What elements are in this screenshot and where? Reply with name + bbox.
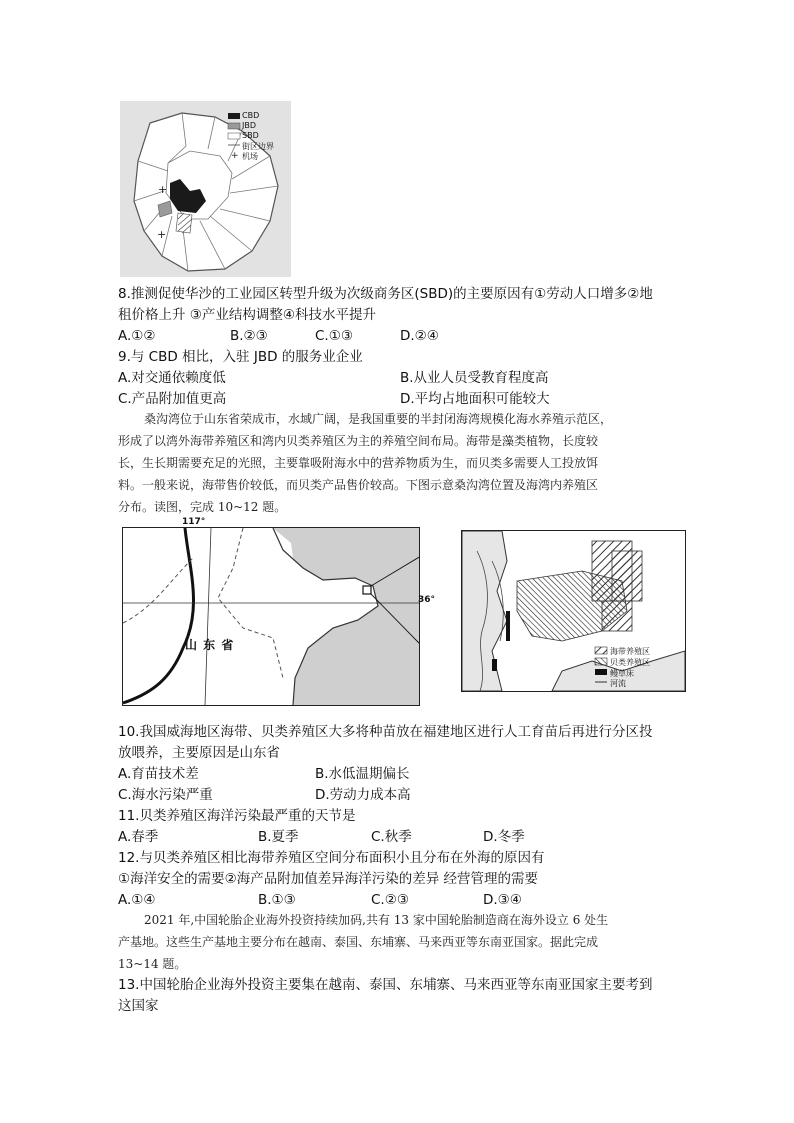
svg-text:+: + <box>231 151 239 161</box>
q10-option-d[interactable]: D.劳动力成本高 <box>315 787 411 803</box>
legend-eelgrass-bed: 鳗草床 <box>610 669 634 678</box>
q11-option-d[interactable]: D.冬季 <box>483 829 525 845</box>
passage-tire-investment <box>118 909 680 975</box>
q12-stem: 12.与贝类养殖区相比海带养殖区空间分布面积小且分布在外海的原因有 <box>118 850 545 866</box>
q10-option-a[interactable]: A.育苗技术差 <box>118 766 199 782</box>
q9-option-a[interactable]: A.对交通依赖度低 <box>118 370 226 386</box>
q11-option-a[interactable]: A.春季 <box>118 829 159 845</box>
shandong-location-map <box>122 527 420 706</box>
legend-river: 河流 <box>610 679 626 688</box>
q13-stem-line2: 这国家 <box>118 998 159 1014</box>
passage1-line: 长，生长期需要充足的光照，主要靠吸附海水中的营养物质为生，而贝类多需要人工投放饵 <box>118 456 599 470</box>
passage1-line: 料。一般来说，海带售价较低，而贝类产品售价较高。下图示意桑沟湾位置及海湾内养殖区 <box>118 478 599 492</box>
q12-option-d[interactable]: D.③④ <box>483 892 522 908</box>
q12-option-a[interactable]: A.①④ <box>118 892 156 908</box>
passage2-line: 13~14 题。 <box>118 957 187 971</box>
warsaw-map-drawing <box>120 101 291 277</box>
q10-option-b[interactable]: B.水低温期偏长 <box>315 766 410 782</box>
bay-map-drawing <box>462 531 685 691</box>
q9-stem: 9.与 CBD 相比，入驻 JBD 的服务业企业 <box>118 349 363 365</box>
passage-sanggou-bay <box>118 408 680 518</box>
q8-option-c[interactable]: C.①③ <box>315 328 353 344</box>
legend-jbd: JBD <box>242 121 257 130</box>
q9-option-b[interactable]: B.从业人员受教育程度高 <box>400 370 549 386</box>
legend-shellfish-area: 贝类养殖区 <box>610 658 650 667</box>
shandong-map-drawing <box>123 528 419 705</box>
passage2-line: 2021 年,中国轮胎企业海外投资持续加码,共有 13 家中国轮胎制造商在海外设立 6 处生 <box>144 913 609 927</box>
q13-stem-line1: 13.中国轮胎企业海外投资主要集在越南、泰国、东埔寨、马来西亚等东南亚国家主要考到 <box>118 977 653 993</box>
latitude-label: 36° <box>418 595 436 605</box>
longitude-label: 117° <box>182 517 206 527</box>
q9-option-d[interactable]: D.平均占地面积可能较大 <box>400 391 550 407</box>
q9-option-c[interactable]: C.产品附加值更高 <box>118 391 227 407</box>
q8-option-b[interactable]: B.②③ <box>230 328 268 344</box>
q8-stem-line2: 租价格上升 ③产业结构调整④科技水平提升 <box>118 307 376 323</box>
q10-stem-line2: 放喂养，主要原因是山东省 <box>118 745 280 761</box>
q12-stem-line2: ①海洋安全的需要②海产品附加值差异海洋污染的差异 经营管理的需要 <box>118 871 538 887</box>
q8-option-a[interactable]: A.①② <box>118 328 156 344</box>
q11-stem: 11.贝类养殖区海洋污染最严重的天节是 <box>118 808 356 824</box>
svg-text:+: + <box>157 228 167 241</box>
passage1-line: 桑沟湾位于山东省荣成市，水域广阔，是我国重要的半封闭海湾规模化海水养殖示范区， <box>144 412 613 426</box>
legend-sbd: SBD <box>242 131 259 140</box>
q8-stem-line1: 8.推测促使华沙的工业园区转型升级为次级商务区(SBD)的主要原因有①劳动人口增多②地 <box>118 286 653 302</box>
legend-district-boundary: 街区边界 <box>242 142 274 151</box>
q10-option-c[interactable]: C.海水污染严重 <box>118 787 213 803</box>
bay-aquaculture-map <box>461 530 686 692</box>
q12-option-c[interactable]: C.②③ <box>371 892 409 908</box>
q11-option-c[interactable]: C.秋季 <box>371 829 412 845</box>
q12-option-b[interactable]: B.①③ <box>258 892 296 908</box>
passage1-line: 形成了以湾外海带养殖区和湾内贝类养殖区为主的养殖空间布局。海带是藻类植物，长度较 <box>118 434 599 448</box>
svg-text:+: + <box>158 183 168 196</box>
q8-option-d[interactable]: D.②④ <box>400 328 439 344</box>
passage1-line: 分布。读图，完成 10~12 题。 <box>118 500 287 514</box>
q10-stem-line1: 10.我国威海地区海带、贝类养殖区大多将种苗放在福建地区进行人工育苗后再进行分区投 <box>118 724 653 740</box>
legend-airport: 机场 <box>242 152 258 161</box>
q11-option-b[interactable]: B.夏季 <box>258 829 299 845</box>
legend-kelp-area: 海带养殖区 <box>610 647 650 656</box>
warsaw-district-map <box>120 101 291 277</box>
province-label: 山 东 省 <box>185 638 235 652</box>
legend-cbd: CBD <box>242 111 260 120</box>
passage2-line: 产基地。这些生产基地主要分布在越南、泰国、东埔寨、马来西亚等东南亚国家。据此完成 <box>118 935 599 949</box>
